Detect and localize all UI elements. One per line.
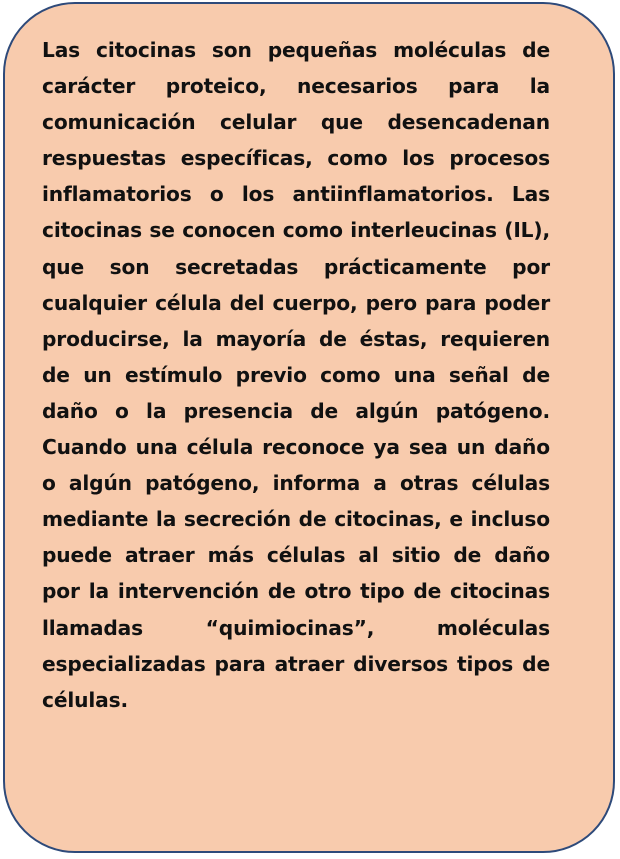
callout-paragraph: Las citocinas son pequeñas moléculas de carácter proteico, necesarios para la comunicación celular que desencadenan respuestas específicas, como los procesos inflamatorios o los antiinflamatorios. Las citocinas se conocen como interleucinas (IL), que son secretadas prácticamente por cualquier célula del cuerpo, pero para poder producirse, la mayoría de éstas, requieren de un estímulo previo como una señal de daño o la presencia de algún patógeno. Cuando una célula reconoce ya sea un daño o algún patógeno, informa a otras células mediante la secreción de citocinas, e incluso puede atraer más células al sitio de daño por la intervención de otro tipo de citocinas llamadas “quimiocinas”, moléculas especializadas para atraer diversos tipos de células. xyxy=(42,38,550,712)
